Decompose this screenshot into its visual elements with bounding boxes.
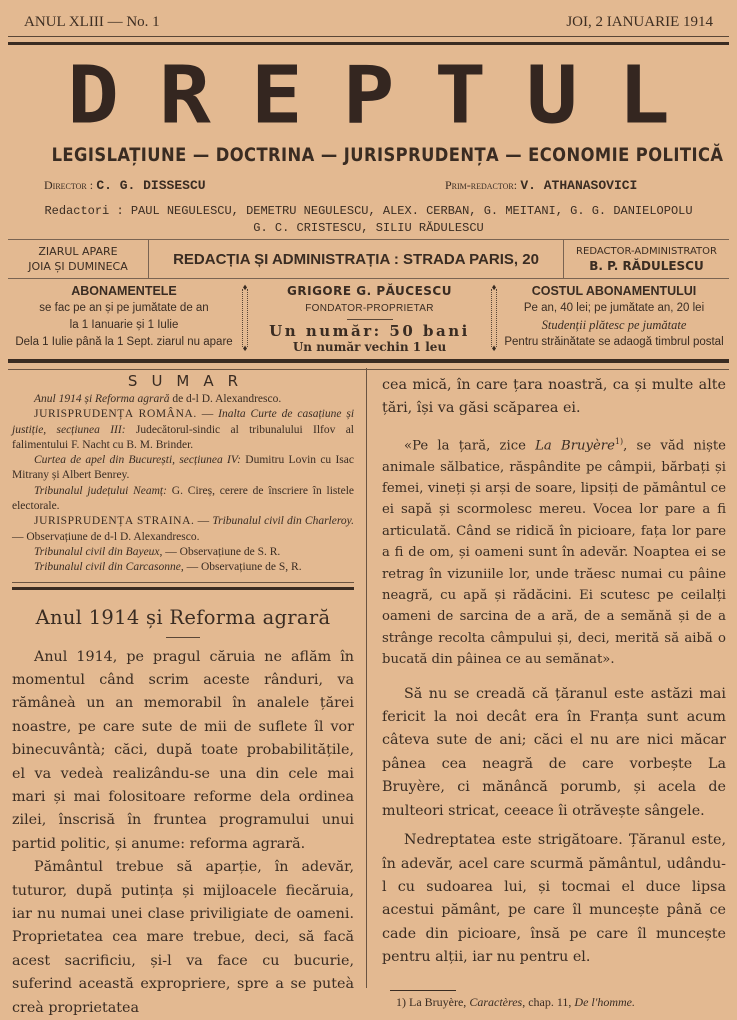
prim-redactor-line bbox=[445, 177, 637, 193]
subscription-line: se fac pe an și pe jumătate de an bbox=[39, 302, 209, 314]
foreign-postage: Pentru străinătate se adaogă timbrul postal bbox=[504, 336, 724, 348]
divider bbox=[347, 319, 393, 320]
editors-line-1: Redactori : PAUL NEGULESCU, DEMETRU NEGULESCU, ALEX. CERBAN, G. MEITANI, G. G. DANIELOPOLU bbox=[44, 204, 693, 218]
prim-redactor-label: Prim-redactor: bbox=[445, 178, 518, 192]
header-rule bbox=[8, 36, 729, 45]
article-paragraph: Să nu se creadă că țăranul este astăzi mai fericit la noi decât era în Franța sunt acum câteva sute de ani; căci el nu are nici măcar pânea cea neagră de care vorbește La Bruyère, ci mănâncă porumb, și acela de multeori stricat, ceeace îi otrăvește sângele. bbox=[382, 685, 726, 819]
subscription-line: la 1 Ianuarie și 1 Iulie bbox=[69, 319, 179, 331]
article-paragraph: Pământul trebue să aparție, în adevăr, tuturor, după putința și mijloacele fiecăruia, iar nu numai unei clase priviligiate de oameni. Proprietatea cea mare trebue, deci, să facă acest sacrificiu, și-l va face cu bucurie, suferind această expropriere, spre a se puteà creà proprietatea bbox=[12, 859, 354, 1016]
summary-entry: Tribunalul județului Neamț: G. Cireș, cerere de înscriere în listele electorale. bbox=[12, 484, 354, 513]
article-title: Anul 1914 și Reforma agrară bbox=[35, 605, 331, 629]
ornament-divider-icon: ♦ ♦ bbox=[242, 282, 248, 353]
prim-redactor-name: V. ATHANASOVICI bbox=[520, 178, 638, 193]
summary-entry: Anul 1914 și Reforma agrară de d-l D. Alexandresco. bbox=[34, 393, 282, 405]
summary-entry: JURISPRUDENȚA ROMÂNA. — Inalta Curte de casațiune și justiție, secțiunea III: Judecătorul-sindic al tribunalului Ilfov al falimentului F. Nacht cu B. M. Brinder. bbox=[12, 408, 355, 451]
summary-entry: Curtea de apel din București, secțiunea IV: Dumitru Lovin cu Isac Mitrany și Albert Benrey. bbox=[12, 454, 354, 482]
title-rule bbox=[166, 637, 200, 638]
summary-box bbox=[12, 372, 354, 590]
masthead-title: DREPTUL bbox=[67, 50, 710, 142]
office-address: REDACȚIA ȘI ADMINISTRAȚIA : STRADA PARIS, 20 bbox=[173, 250, 539, 268]
administrator bbox=[563, 240, 729, 278]
right-column bbox=[382, 374, 726, 1010]
student-discount: Studenții plătesc pe jumătate bbox=[541, 318, 687, 332]
cost-line: Pe an, 40 lei; pe jumătate an, 20 lei bbox=[523, 302, 705, 314]
director-line bbox=[44, 177, 206, 193]
issue-number: ANUL XLIII — No. 1 bbox=[24, 14, 160, 30]
director-label: Director : bbox=[44, 178, 94, 192]
summary-entry: JURISPRUDENȚA STRAINA. — Tribunalul civil din Charleroy. — Observațiune de d-l D. Alexandresco. bbox=[12, 515, 355, 543]
cost-heading: COSTUL ABONAMENTULUI bbox=[531, 284, 697, 298]
administrator-name: B. P. RĂDULESCU bbox=[589, 259, 704, 273]
la-bruyere-quote: «Pe la țară, zice La Bruyère$^{1)}$, se văd niște animale sălbatice, răspândite pe câmpii, bărbați și femei, vineți și arși de soare, lipsiți de pământul ce ei sapă și scormolesc mereu. Vocea lor pare a fi articulată. Când se ridică în picioare, fața lor pare a fi de om, și oameni sunt în adevăr. Noaptea ei se retrag în vizuniile lor, unde trăesc numai cu pâine neagră, cu apă și rădăcini. Ei scutesc pe ceilalți oameni de sarcina de a ară, de a semănă și de a strânge recolta câmpului și, deci, merită să aibă o bucată din pâinea ce au semănat». bbox=[382, 436, 726, 668]
article-paragraph: Nedreptatea este strigătoare. Țăranul este, în adevăr, acel care scurmă pământul, udându-l cu sudoarea lui, și tocmai el duce lipsa acestui pământ, pe care îl muncește până ce cade din picioare, însă pe care îl muncește pentru alții, iar nu pentru el. bbox=[382, 832, 726, 966]
old-issue-price: Un număr vechin 1 leu bbox=[292, 340, 447, 354]
appears-label: ZIARUL APARE bbox=[38, 245, 118, 258]
column-divider bbox=[366, 368, 367, 988]
subscription-info bbox=[8, 283, 240, 353]
editors-list bbox=[0, 203, 737, 237]
footnote: 1) La Bruyère, Caractères, chap. 11, De l'homme. bbox=[396, 994, 635, 1009]
masthead-subtitle: LEGISLAȚIUNE — DOCTRINA — JURISPRUDENȚA — ECONOMIE POLITICĂ bbox=[51, 144, 724, 166]
footnote-rule bbox=[390, 990, 456, 991]
article-paragraph: Anul 1914, pe pragul căruia ne aflăm în momentul când scrim aceste rânduri, va rămâneà un an memorabil în analele țărei noastre, pe care sute de mii de suflete îl vor binecuvântà; căci, după toate probabilitățile, el va vedeà realizându-se una din cele mai mari și mai folositoare reforme dela ordinea zilei, înscrisă în fruntea programului unui partid politic, și anume: reforma agrară. bbox=[12, 648, 354, 852]
section-rule bbox=[8, 359, 729, 370]
founder-role: FONDATOR-PROPRIETAR bbox=[305, 303, 434, 314]
article-continuation: cea mică, în care țara noastră, ca și multe alte țări, își va găsi scăparea ei. bbox=[382, 377, 726, 417]
ornament-divider-icon: ♦ ♦ bbox=[491, 282, 497, 353]
issue-price: Un număr: 50 bani bbox=[269, 322, 470, 340]
founder-name: GRIGORE G. PĂUCESCU bbox=[287, 284, 452, 298]
summary-rule bbox=[12, 582, 354, 590]
summary-title: SUMAR bbox=[127, 372, 253, 390]
administrator-label: REDACTOR-ADMINISTRATOR bbox=[576, 246, 717, 257]
summary-entry: Tribunalul civil din Carcasonne, — Observațiune de S, R. bbox=[34, 561, 302, 574]
issue-line bbox=[24, 14, 713, 31]
footnote-ref[interactable]: 1) bbox=[614, 436, 624, 446]
editors-line-2: G. C. CRISTESCU, SILIU RĂDULESCU bbox=[253, 221, 484, 235]
subscription-heading: ABONAMENTELE bbox=[71, 284, 177, 298]
subscription-band bbox=[8, 283, 729, 353]
publication-days bbox=[8, 240, 149, 278]
summary-entry: Tribunalul civil din Bayeux, — Observațiune de S. R. bbox=[34, 545, 281, 558]
subscription-cost bbox=[499, 283, 729, 353]
info-band bbox=[8, 239, 729, 279]
issue-date: JOI, 2 IANUARIE 1914 bbox=[566, 14, 713, 30]
founder-price-box bbox=[250, 283, 489, 353]
article-body-left bbox=[12, 646, 354, 1020]
left-column bbox=[12, 372, 354, 1020]
director-name: C. G. DISSESCU bbox=[96, 178, 206, 193]
appears-days: JOIA ȘI DUMINECA bbox=[28, 260, 128, 273]
subscription-line: Dela 1 Iulie până la 1 Sept. ziarul nu apare bbox=[15, 336, 233, 348]
